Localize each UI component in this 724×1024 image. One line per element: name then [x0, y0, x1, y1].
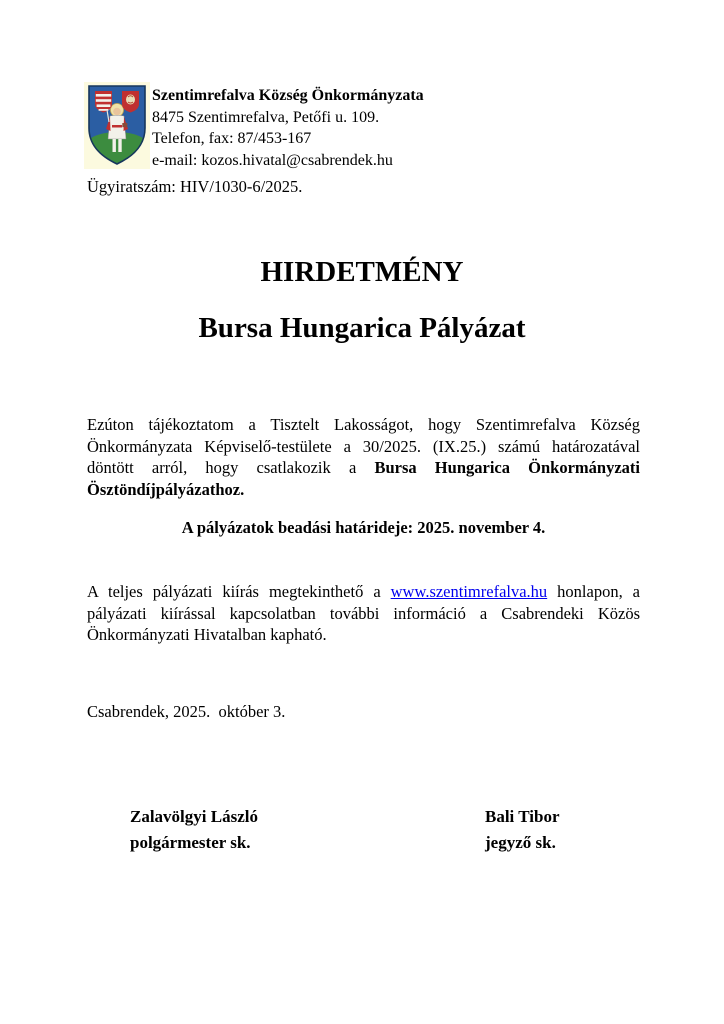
- signature-block-notary: [485, 804, 559, 856]
- notary-title: jegyző sk.: [485, 833, 556, 852]
- letterhead-contact-block: [152, 85, 424, 171]
- arpad-stripes-shield: [95, 91, 112, 113]
- organization-address: 8475 Szentimrefalva, Petőfi u. 109.: [152, 108, 380, 126]
- mayor-name: Zalavölgyi László: [130, 807, 258, 826]
- body-paragraph-1: [87, 414, 640, 501]
- municipality-coat-of-arms: [84, 82, 150, 169]
- organization-email: e-mail: kozos.hivatal@csabrendek.hu: [152, 151, 393, 169]
- red-emblem-shield: [122, 91, 139, 113]
- body-paragraph-2: [87, 581, 640, 646]
- mayor-title: polgármester sk.: [130, 833, 251, 852]
- paragraph-1-text: Ezúton tájékoztatom a Tisztelt Lakosságot, hogy Szentimrefalva Község Önkormányzata Képviselő-testülete a 30/2025. (IX.25.) számú határozatával döntött arról, hogy csatlakozik a: [87, 415, 640, 478]
- notary-name: Bali Tibor: [485, 807, 560, 826]
- paragraph-2-text-after: honlapon, a pályázati kiírással kapcsolatban további információ a Csabrendeki Közös Önkormányzati Hivatalban kapható.: [87, 582, 641, 645]
- signature-block-mayor: [130, 804, 258, 856]
- date-line: Csabrendek, 2025. október 3.: [87, 702, 286, 721]
- website-link[interactable]: www.szentimrefalva.hu: [390, 582, 548, 601]
- notice-title: HIRDETMÉNY: [260, 256, 464, 288]
- organization-phone: Telefon, fax: 87/453-167: [152, 130, 312, 147]
- paragraph-2-text-before: A teljes pályázati kiírás megtekinthető a: [87, 582, 391, 601]
- deadline-line: A pályázatok beadási határideje: 2025. november 4.: [181, 518, 546, 537]
- paragraph-1-bold-text: Bursa Hungarica Önkormányzati Ösztöndíjpályázathoz.: [87, 458, 640, 500]
- organization-name: Szentimrefalva Község Önkormányzata: [152, 87, 424, 104]
- notice-subtitle: Bursa Hungarica Pályázat: [198, 312, 526, 344]
- case-number: Ügyiratszám: HIV/1030-6/2025.: [87, 177, 303, 196]
